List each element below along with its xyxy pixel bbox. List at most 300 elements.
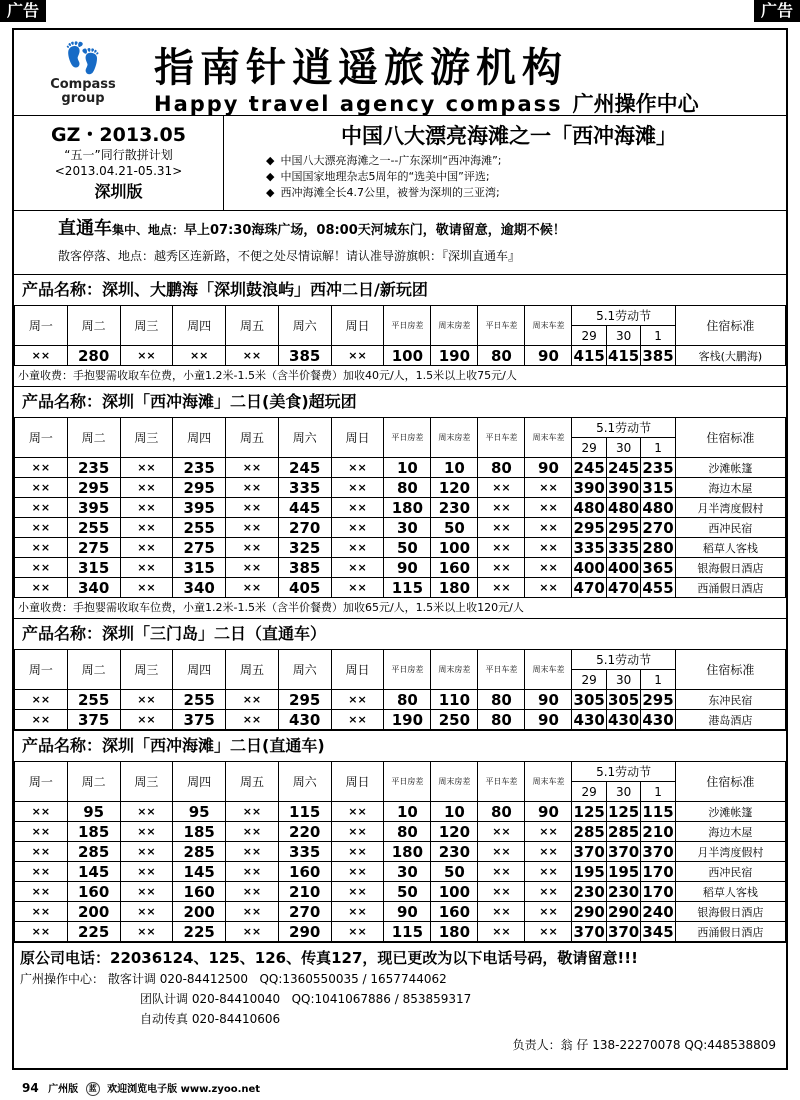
price-cell: 375	[67, 710, 120, 730]
price-cell: ××	[331, 538, 384, 558]
column-header-holiday: 5.1劳动节	[572, 418, 675, 438]
column-header-holiday-day: 1	[641, 326, 675, 346]
price-cell: 30	[384, 862, 431, 882]
column-header-holiday-day: 30	[606, 326, 640, 346]
price-cell: 80	[384, 822, 431, 842]
column-header-day: 周二	[67, 306, 120, 346]
price-cell: ××	[120, 538, 173, 558]
column-header-day: 周四	[173, 650, 226, 690]
price-cell: 10	[431, 458, 478, 478]
promo-plan: “五一”同行散拼计划	[64, 148, 173, 162]
promo-edition: 深圳版	[94, 182, 143, 201]
contact-section	[14, 943, 786, 1057]
table-row	[15, 922, 786, 942]
price-cell: ××	[120, 690, 173, 710]
table-row	[15, 710, 786, 730]
accommodation-cell: 沙滩帐篷	[675, 802, 785, 822]
price-cell: 270	[278, 518, 331, 538]
price-cell: 125	[573, 802, 605, 821]
price-cell: ××	[478, 538, 525, 558]
table-row	[15, 690, 786, 710]
accommodation-cell: 稻草人客栈	[675, 538, 785, 558]
price-cell: 240	[642, 902, 674, 921]
price-cell: 125	[607, 802, 640, 821]
price-cell: ××	[478, 578, 525, 598]
column-header-price: 平日房差	[384, 418, 431, 458]
table-row	[15, 498, 786, 518]
price-cell: 245	[278, 458, 331, 478]
table-row	[15, 478, 786, 498]
column-header-day: 周三	[120, 650, 173, 690]
price-cell: 270	[642, 518, 674, 537]
price-cell: 80	[478, 458, 525, 478]
price-cell: 210	[278, 882, 331, 902]
price-cell: 305	[573, 690, 605, 709]
column-header-holiday-day: 1	[641, 782, 675, 802]
promo-bullet-text: 中国国家地理杂志5周年的“选美中国”评选;	[280, 170, 490, 183]
price-cell: ××	[15, 882, 68, 902]
promo-section	[14, 116, 786, 211]
price-cell: ××	[525, 922, 572, 942]
bus-label: 集中、地点：	[112, 223, 185, 237]
price-cell: 185	[67, 822, 120, 842]
agency-name-en	[154, 88, 699, 118]
price-cell: 275	[67, 538, 120, 558]
price-cell: 375	[173, 710, 226, 730]
price-cell: 115	[278, 802, 331, 822]
price-cell: ××	[331, 478, 384, 498]
price-cell: ××	[15, 558, 68, 578]
price-cell: ××	[478, 518, 525, 538]
price-cell: 315	[642, 478, 674, 497]
price-cell: 250	[431, 710, 478, 730]
price-cell: 80	[478, 690, 525, 710]
price-cell: 110	[431, 690, 478, 710]
price-cell: 230	[573, 882, 605, 901]
price-cell: 50	[384, 538, 431, 558]
price-cell: 80	[478, 346, 525, 366]
table-header-row	[15, 418, 786, 438]
contact-qq: QQ:1041067886 / 853859317	[291, 992, 472, 1006]
price-cell: ××	[226, 478, 279, 498]
column-header-holiday: 5.1劳动节	[572, 762, 675, 782]
price-cell: 285	[67, 842, 120, 862]
price-cell: ××	[15, 498, 68, 518]
contact-label: 团队计调	[140, 992, 189, 1006]
price-cell: 285	[173, 842, 226, 862]
price-cell: 195	[573, 862, 605, 881]
column-header-holiday: 5.1劳动节	[572, 650, 675, 670]
contact-row	[20, 989, 786, 1009]
price-cell: 470	[607, 578, 640, 597]
price-cell: ××	[226, 710, 279, 730]
price-cell: ××	[15, 578, 68, 598]
price-cell: 80	[384, 478, 431, 498]
price-cell: ××	[15, 842, 68, 862]
column-header-accommodation: 住宿标准	[675, 306, 785, 346]
price-cell: 430	[278, 710, 331, 730]
price-cell: ××	[525, 498, 572, 518]
price-cell: ××	[15, 346, 68, 366]
bus-info	[14, 211, 786, 275]
promo-highlight	[232, 116, 786, 211]
table-header-row	[15, 306, 786, 326]
price-cell: ××	[15, 822, 68, 842]
price-cell: 395	[67, 498, 120, 518]
price-cell: 245	[573, 458, 605, 477]
price-cell: 340	[173, 578, 226, 598]
product-title: 产品名称：深圳「西冲海滩」二日(美食)超玩团	[22, 392, 357, 411]
price-cell: 50	[431, 518, 478, 538]
price-cell: 295	[67, 478, 120, 498]
column-header-day: 周一	[15, 306, 68, 346]
price-cell: 255	[67, 690, 120, 710]
price-cell: ××	[226, 902, 279, 922]
price-cell: ××	[478, 882, 525, 902]
column-header-accommodation: 住宿标准	[675, 762, 785, 802]
price-cell: 295	[642, 690, 674, 709]
footprints-icon: 👣	[64, 41, 102, 76]
price-cell: 160	[278, 862, 331, 882]
price-cell: 365	[642, 558, 674, 577]
price-cell: 390	[607, 478, 640, 497]
price-cell: 90	[525, 458, 572, 478]
column-header-day: 周五	[226, 762, 279, 802]
price-cell: ××	[120, 922, 173, 942]
price-cell: 225	[173, 922, 226, 942]
price-cell: 90	[384, 902, 431, 922]
column-header-price: 周末房差	[431, 418, 478, 458]
table-row	[15, 802, 786, 822]
price-cell: ××	[478, 822, 525, 842]
price-cell: ××	[331, 882, 384, 902]
price-cell: 480	[573, 498, 605, 517]
price-cell: ××	[525, 478, 572, 498]
price-cell: 255	[67, 518, 120, 538]
price-cell: ××	[478, 478, 525, 498]
table-row	[15, 842, 786, 862]
price-cell: 400	[573, 558, 605, 577]
child-fee-note: 小童收费：手抱婴需收取车位费，小童1.2米-1.5米（含半价餐费）加收40元/人，1.5米以上收75元/人	[18, 369, 517, 382]
ad-label-left: 广告	[0, 0, 46, 22]
price-cell: 430	[642, 710, 674, 729]
price-cell: 50	[431, 862, 478, 882]
price-table	[14, 649, 786, 730]
column-header-day: 周三	[120, 762, 173, 802]
price-cell: ××	[226, 518, 279, 538]
ad-label-right: 广告	[754, 0, 800, 22]
price-cell: ××	[120, 498, 173, 518]
price-cell: ××	[331, 862, 384, 882]
column-header-holiday-day: 30	[606, 782, 640, 802]
agency-location: 广州操作中心	[572, 92, 699, 116]
price-cell: 95	[67, 802, 120, 822]
price-cell: 90	[525, 346, 572, 366]
agency-name-cn: 指南针逍遥旅游机构	[154, 44, 568, 91]
price-cell: ××	[226, 578, 279, 598]
agency-logo	[38, 40, 128, 110]
promo-code: GZ・2013.05	[51, 124, 186, 146]
promo-title: 中国八大漂亮海滩之一「西冲海滩」	[341, 124, 677, 148]
diamond-icon: ◆	[266, 154, 275, 167]
price-cell: 180	[431, 922, 478, 942]
price-cell: ××	[15, 690, 68, 710]
price-cell: 160	[173, 882, 226, 902]
phone-change-notice: 原公司电话：22036124、125、126、传真127，现已更改为以下电话号码，敬请留意!!!	[20, 949, 638, 967]
promo-bullet	[266, 185, 786, 201]
price-cell: 90	[525, 802, 572, 822]
price-cell: 290	[278, 922, 331, 942]
column-header-day: 周三	[120, 306, 173, 346]
price-cell: 225	[67, 922, 120, 942]
column-header-holiday-day: 29	[572, 326, 606, 346]
price-cell: 280	[642, 538, 674, 557]
column-header-accommodation: 住宿标准	[675, 650, 785, 690]
price-table	[14, 417, 786, 598]
table-row	[15, 538, 786, 558]
price-cell: 400	[607, 558, 640, 577]
column-header-holiday-day: 1	[641, 670, 675, 690]
column-header-day: 周一	[15, 650, 68, 690]
price-cell: 335	[278, 478, 331, 498]
price-cell: ××	[226, 538, 279, 558]
contact-phone: 020-84410606	[191, 1012, 281, 1026]
price-cell: 160	[431, 558, 478, 578]
column-header-price: 平日车差	[478, 418, 525, 458]
price-cell: 160	[67, 882, 120, 902]
price-cell: ××	[120, 458, 173, 478]
price-cell: 415	[573, 346, 605, 365]
price-cell: 170	[642, 882, 674, 901]
price-cell: 180	[384, 842, 431, 862]
price-cell: ××	[525, 538, 572, 558]
price-cell: 315	[173, 558, 226, 578]
price-cell: 90	[384, 558, 431, 578]
price-cell: 295	[607, 518, 640, 537]
price-cell: ××	[15, 538, 68, 558]
product-section	[14, 731, 786, 943]
price-cell: 145	[67, 862, 120, 882]
promo-dates: <2013.04.21-05.31>	[54, 164, 183, 178]
column-header-price: 平日房差	[384, 306, 431, 346]
column-header-price: 平日房差	[384, 650, 431, 690]
child-fee-note: 小童收费：手抱婴需收取车位费，小童1.2米-1.5米（含半价餐费）加收65元/人，1.5米以上收120元/人	[18, 601, 524, 614]
column-header-day: 周二	[67, 418, 120, 458]
bus-meeting-line	[58, 215, 786, 245]
accommodation-cell: 银海假日酒店	[675, 558, 785, 578]
column-header-price: 平日车差	[478, 306, 525, 346]
accommodation-cell: 西涌假日酒店	[675, 922, 785, 942]
promo-bullet	[266, 169, 786, 185]
price-cell: 295	[573, 518, 605, 537]
price-cell: 190	[431, 346, 478, 366]
price-cell: ××	[331, 690, 384, 710]
price-cell: ××	[331, 710, 384, 730]
price-cell: ××	[478, 498, 525, 518]
price-cell: ××	[173, 346, 226, 366]
price-cell: ××	[525, 862, 572, 882]
price-cell: ××	[331, 902, 384, 922]
price-cell: ××	[120, 862, 173, 882]
price-cell: ××	[525, 578, 572, 598]
footer-edition: 广州版	[48, 1084, 79, 1095]
price-cell: ××	[120, 882, 173, 902]
column-header-day: 周二	[67, 762, 120, 802]
price-cell: 370	[573, 922, 605, 941]
promo-bullet-text: 中国八大漂亮海滩之一--广东深圳“西冲海滩”;	[280, 154, 502, 167]
diamond-icon: ◆	[266, 186, 275, 199]
table-row	[15, 882, 786, 902]
price-cell: ××	[120, 558, 173, 578]
price-cell: 445	[278, 498, 331, 518]
price-cell: ××	[15, 802, 68, 822]
price-cell: 280	[67, 346, 120, 366]
price-cell: ××	[478, 862, 525, 882]
price-cell: ××	[15, 518, 68, 538]
table-row	[15, 902, 786, 922]
footer-url[interactable]: www.zyoo.net	[180, 1084, 261, 1095]
column-header-day: 周日	[331, 418, 384, 458]
price-cell: ××	[226, 346, 279, 366]
price-cell: 235	[173, 458, 226, 478]
accommodation-cell: 海边木屋	[675, 478, 785, 498]
table-row	[15, 346, 786, 366]
price-cell: 50	[384, 882, 431, 902]
logo-text-2: group	[61, 91, 105, 106]
accommodation-cell: 月半湾度假村	[675, 498, 785, 518]
price-cell: 370	[642, 842, 674, 861]
footer-badge-icon: 蓝	[86, 1082, 100, 1096]
price-cell: ××	[15, 862, 68, 882]
price-cell: 430	[607, 710, 640, 729]
promo-bullets	[266, 153, 786, 201]
price-cell: 405	[278, 578, 331, 598]
price-cell: ××	[226, 498, 279, 518]
price-cell: 290	[573, 902, 605, 921]
column-header-day: 周日	[331, 762, 384, 802]
column-header-day: 周一	[15, 418, 68, 458]
column-header-day: 周日	[331, 650, 384, 690]
price-cell: 290	[607, 902, 640, 921]
column-header-day: 周四	[173, 418, 226, 458]
contact-phone: 020-84412500	[159, 972, 248, 986]
price-cell: 230	[431, 498, 478, 518]
price-cell: 230	[607, 882, 640, 901]
column-header-day: 周日	[331, 306, 384, 346]
price-cell: ××	[226, 842, 279, 862]
price-cell: ××	[331, 558, 384, 578]
price-cell: ××	[226, 690, 279, 710]
price-cell: 255	[173, 690, 226, 710]
accommodation-cell: 稻草人客栈	[675, 882, 785, 902]
price-cell: 170	[642, 862, 674, 881]
column-header-day: 周五	[226, 418, 279, 458]
price-cell: ××	[15, 710, 68, 730]
accommodation-cell: 东冲民宿	[675, 690, 785, 710]
price-cell: 115	[642, 802, 674, 821]
promo-bullet	[266, 153, 786, 169]
column-header-day: 周四	[173, 306, 226, 346]
price-cell: ××	[478, 902, 525, 922]
price-cell: ××	[478, 558, 525, 578]
column-header-holiday-day: 30	[606, 438, 640, 458]
table-row	[15, 822, 786, 842]
price-table	[14, 305, 786, 366]
price-cell: 100	[384, 346, 431, 366]
accommodation-cell: 银海假日酒店	[675, 902, 785, 922]
accommodation-cell: 沙滩帐篷	[675, 458, 785, 478]
price-cell: ××	[525, 558, 572, 578]
price-cell: ××	[226, 822, 279, 842]
diamond-icon: ◆	[266, 170, 275, 183]
table-row	[15, 862, 786, 882]
price-cell: ××	[331, 578, 384, 598]
price-cell: 325	[278, 538, 331, 558]
price-cell: 200	[67, 902, 120, 922]
table-row	[15, 458, 786, 478]
price-cell: ××	[120, 822, 173, 842]
price-cell: 480	[607, 498, 640, 517]
column-header-day: 周六	[278, 650, 331, 690]
column-header-holiday-day: 29	[572, 782, 606, 802]
table-row	[15, 518, 786, 538]
price-cell: 340	[67, 578, 120, 598]
contact-label: 自动传真	[140, 1012, 189, 1026]
column-header-price: 周末房差	[431, 650, 478, 690]
bus-heading: 直通车	[58, 218, 112, 239]
accommodation-cell: 西冲民宿	[675, 518, 785, 538]
price-cell: 275	[173, 538, 226, 558]
accommodation-cell: 西冲民宿	[675, 862, 785, 882]
price-cell: ××	[226, 802, 279, 822]
page-number: 94	[22, 1081, 39, 1095]
price-cell: 370	[607, 922, 640, 941]
manager-contact: 负责人：翁 仔 138-22270078 QQ:448538809	[512, 1038, 776, 1052]
column-header-day: 周三	[120, 418, 173, 458]
column-header-price: 周末车差	[525, 650, 572, 690]
price-cell: ××	[226, 862, 279, 882]
price-cell: 160	[431, 902, 478, 922]
price-cell: ××	[120, 710, 173, 730]
price-cell: 10	[384, 802, 431, 822]
price-cell: 335	[278, 842, 331, 862]
column-header-price: 周末房差	[431, 306, 478, 346]
column-header-day: 周六	[278, 762, 331, 802]
price-cell: 145	[173, 862, 226, 882]
price-cell: ××	[120, 578, 173, 598]
price-cell: ××	[331, 346, 384, 366]
product-title: 产品名称：深圳「三门岛」二日（直通车）	[22, 624, 327, 643]
price-cell: 190	[384, 710, 431, 730]
bus-text: 早上07:30海珠广场，08:00天河城东门，敬请留意，逾期不候！	[184, 223, 566, 238]
price-cell: 385	[278, 346, 331, 366]
product-title: 产品名称：深圳「西冲海滩」二日(直通车)	[22, 736, 325, 755]
table-row	[15, 578, 786, 598]
price-cell: ××	[331, 498, 384, 518]
price-cell: ××	[331, 922, 384, 942]
column-header-price: 平日车差	[478, 762, 525, 802]
travel-flyer	[12, 28, 788, 1070]
logo-text-1: Compass	[50, 77, 116, 92]
column-header-day: 周二	[67, 650, 120, 690]
price-cell: 255	[173, 518, 226, 538]
price-cell: 120	[431, 822, 478, 842]
price-cell: 285	[607, 822, 640, 841]
price-cell: ××	[120, 478, 173, 498]
price-cell: 30	[384, 518, 431, 538]
column-header-day: 周五	[226, 306, 279, 346]
price-cell: ××	[226, 458, 279, 478]
